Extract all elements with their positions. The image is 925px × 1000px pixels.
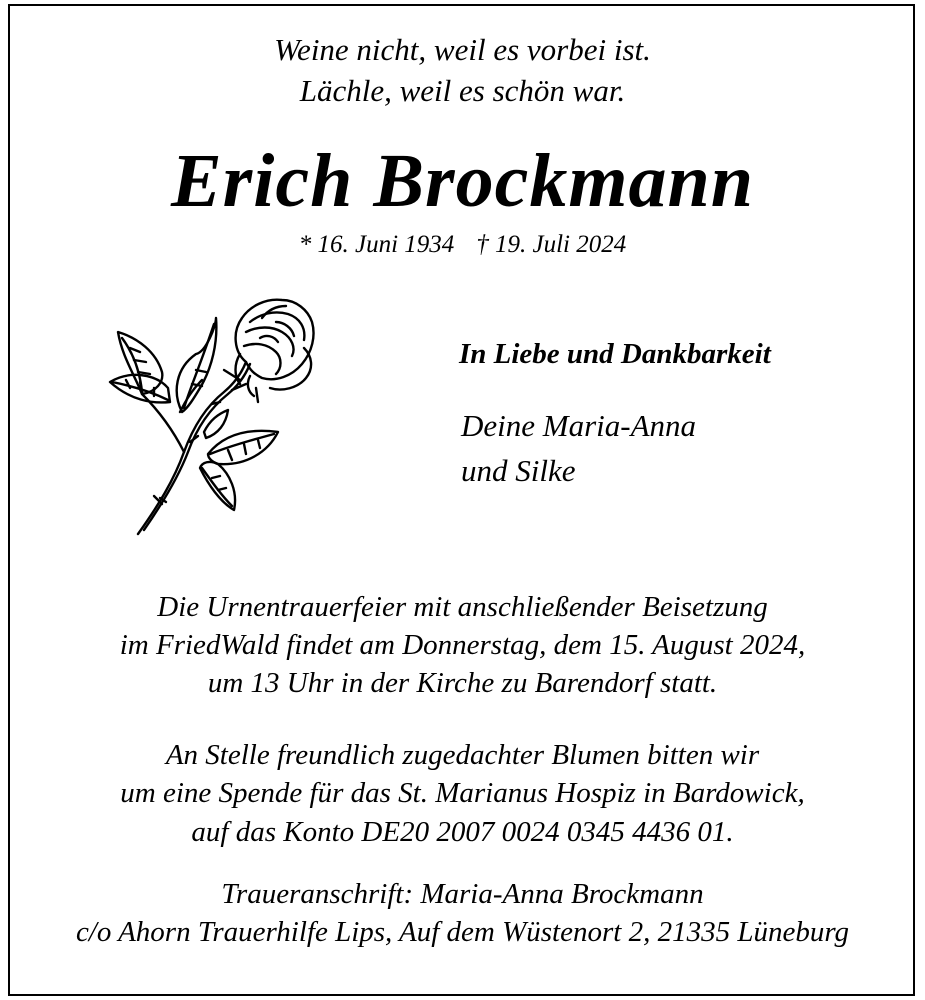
deceased-name: Erich Brockmann — [170, 139, 755, 223]
ceremony-line-2: im FriedWald findet am Donnerstag, dem 15. August 2024, — [119, 629, 806, 661]
donation-line-3: auf das Konto DE20 2007 0024 0345 4436 01. — [191, 816, 734, 848]
address-line-2: c/o Ahorn Trauerhilfe Lips, Auf dem Wüstenort 2, 21335 Lüneburg — [75, 916, 850, 948]
signer-line-1: Deine Maria-Anna — [461, 408, 697, 443]
motto-line-1: Weine nicht, weil es vorbei ist. — [274, 32, 651, 67]
ceremony-line-3: um 13 Uhr in der Kirche zu Barendorf statt. — [207, 667, 718, 699]
birth-date: * 16. Juni 1934 — [298, 231, 455, 258]
life-dates — [0, 230, 925, 260]
signer-line-2: und Silke — [461, 453, 576, 488]
ceremony-line-1: Die Urnentrauerfeier mit anschließender Beisetzung — [157, 591, 768, 623]
motto-line-2: Lächle, weil es schön war. — [299, 73, 626, 108]
thanks-heading: In Liebe und Dankbarkeit — [459, 338, 771, 370]
address-line-1: Traueranschrift: Maria-Anna Brockmann — [221, 878, 704, 910]
donation-line-2: um eine Spende für das St. Marianus Hospiz in Bardowick, — [120, 777, 805, 809]
signers — [461, 403, 696, 493]
donation-line-1: An Stelle freundlich zugedachter Blumen bitten wir — [165, 739, 760, 771]
rose-icon — [100, 292, 326, 542]
death-date: † 19. Juli 2024 — [476, 231, 627, 258]
